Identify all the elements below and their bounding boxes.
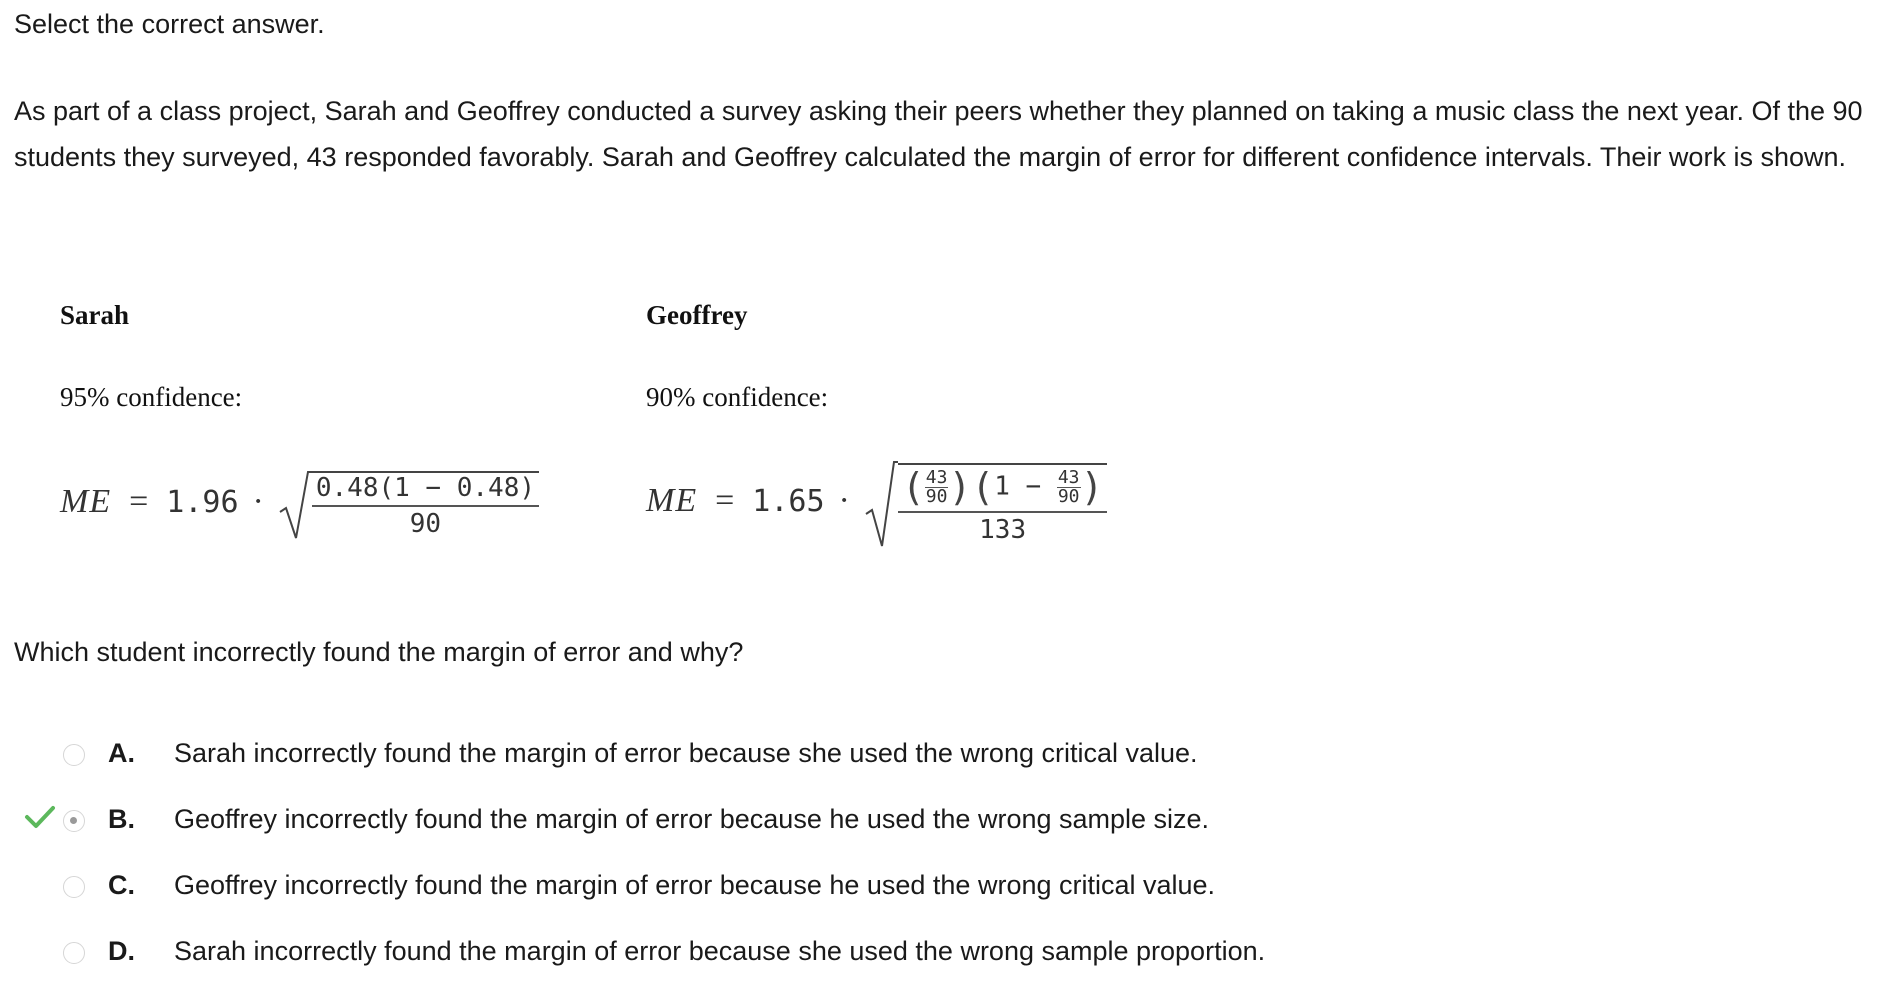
multiply-dot: ·: [252, 482, 264, 520]
choice-letter: C.: [108, 870, 135, 900]
sqrt-icon: [864, 458, 898, 548]
proportion-denominator: 90: [1057, 485, 1080, 507]
sqrt-icon: [278, 468, 312, 540]
radio-button[interactable]: [63, 876, 85, 898]
radio-button[interactable]: [63, 744, 85, 766]
radio-button[interactable]: [63, 942, 85, 964]
instruction-text: Select the correct answer.: [14, 9, 325, 39]
choice-a[interactable]: [0, 732, 1400, 782]
choice-c[interactable]: [0, 864, 1400, 914]
proportion-numerator: 43: [1057, 466, 1080, 488]
fraction-numerator: [898, 465, 1108, 513]
geoffrey-fraction: [898, 463, 1108, 545]
geoffrey-formula: [646, 458, 1107, 548]
choice-text: Sarah incorrectly found the margin of error because she used the wrong sample proportion.: [174, 936, 1266, 966]
right-paren: ): [1080, 465, 1104, 509]
choice-b[interactable]: [0, 798, 1400, 848]
right-paren: ): [948, 465, 972, 509]
choice-letter: A.: [108, 738, 135, 768]
sarah-work: [60, 300, 580, 560]
student-name: Sarah: [60, 300, 130, 330]
equals-sign: =: [129, 482, 149, 520]
problem-statement: As part of a class project, Sarah and Geoffrey conducted a survey asking their peers whether they planned on taking a music class the next year. Of the 90 students they surveyed, 43 responded favorably. Sarah and Geoffrey calculated the margin of error for different confidence intervals. Their work is shown.: [14, 96, 1863, 172]
fraction-denominator: 133: [979, 515, 1027, 545]
choice-letter: D.: [108, 936, 135, 966]
me-symbol: ME: [60, 482, 112, 520]
proportion-fraction: [925, 466, 949, 507]
proportion-numerator: 43: [925, 466, 948, 488]
checkmark-icon: [24, 804, 56, 830]
multiply-dot: ·: [838, 481, 850, 519]
left-paren: (: [971, 465, 995, 509]
student-name: Geoffrey: [646, 300, 748, 330]
one-minus: 1 −: [994, 471, 1042, 502]
fraction-denominator: 90: [409, 509, 442, 539]
sarah-fraction: [312, 471, 539, 539]
confidence-label: 90% confidence:: [646, 382, 829, 412]
choice-text: Geoffrey incorrectly found the margin of error because he used the wrong critical value.: [174, 870, 1216, 900]
radio-button-selected[interactable]: [63, 810, 85, 832]
proportion-fraction: [1057, 466, 1081, 507]
proportion-denominator: 90: [925, 485, 948, 507]
equals-sign: =: [715, 481, 735, 519]
me-symbol: ME: [646, 481, 698, 519]
geoffrey-work: [646, 300, 1206, 560]
choice-text: Geoffrey incorrectly found the margin of error because he used the wrong sample size.: [174, 804, 1210, 834]
question-text: Which student incorrectly found the margin of error and why?: [14, 637, 744, 667]
critical-value: 1.96: [166, 484, 239, 520]
choice-d[interactable]: [0, 930, 1400, 980]
choice-letter: B.: [108, 804, 135, 834]
confidence-label: 95% confidence:: [60, 382, 243, 412]
sarah-formula: [60, 468, 539, 540]
choice-text: Sarah incorrectly found the margin of error because she used the wrong critical value.: [174, 738, 1198, 768]
fraction-numerator: 0.48(1 − 0.48): [312, 473, 539, 507]
left-paren: (: [901, 465, 925, 509]
critical-value: 1.65: [752, 483, 825, 519]
